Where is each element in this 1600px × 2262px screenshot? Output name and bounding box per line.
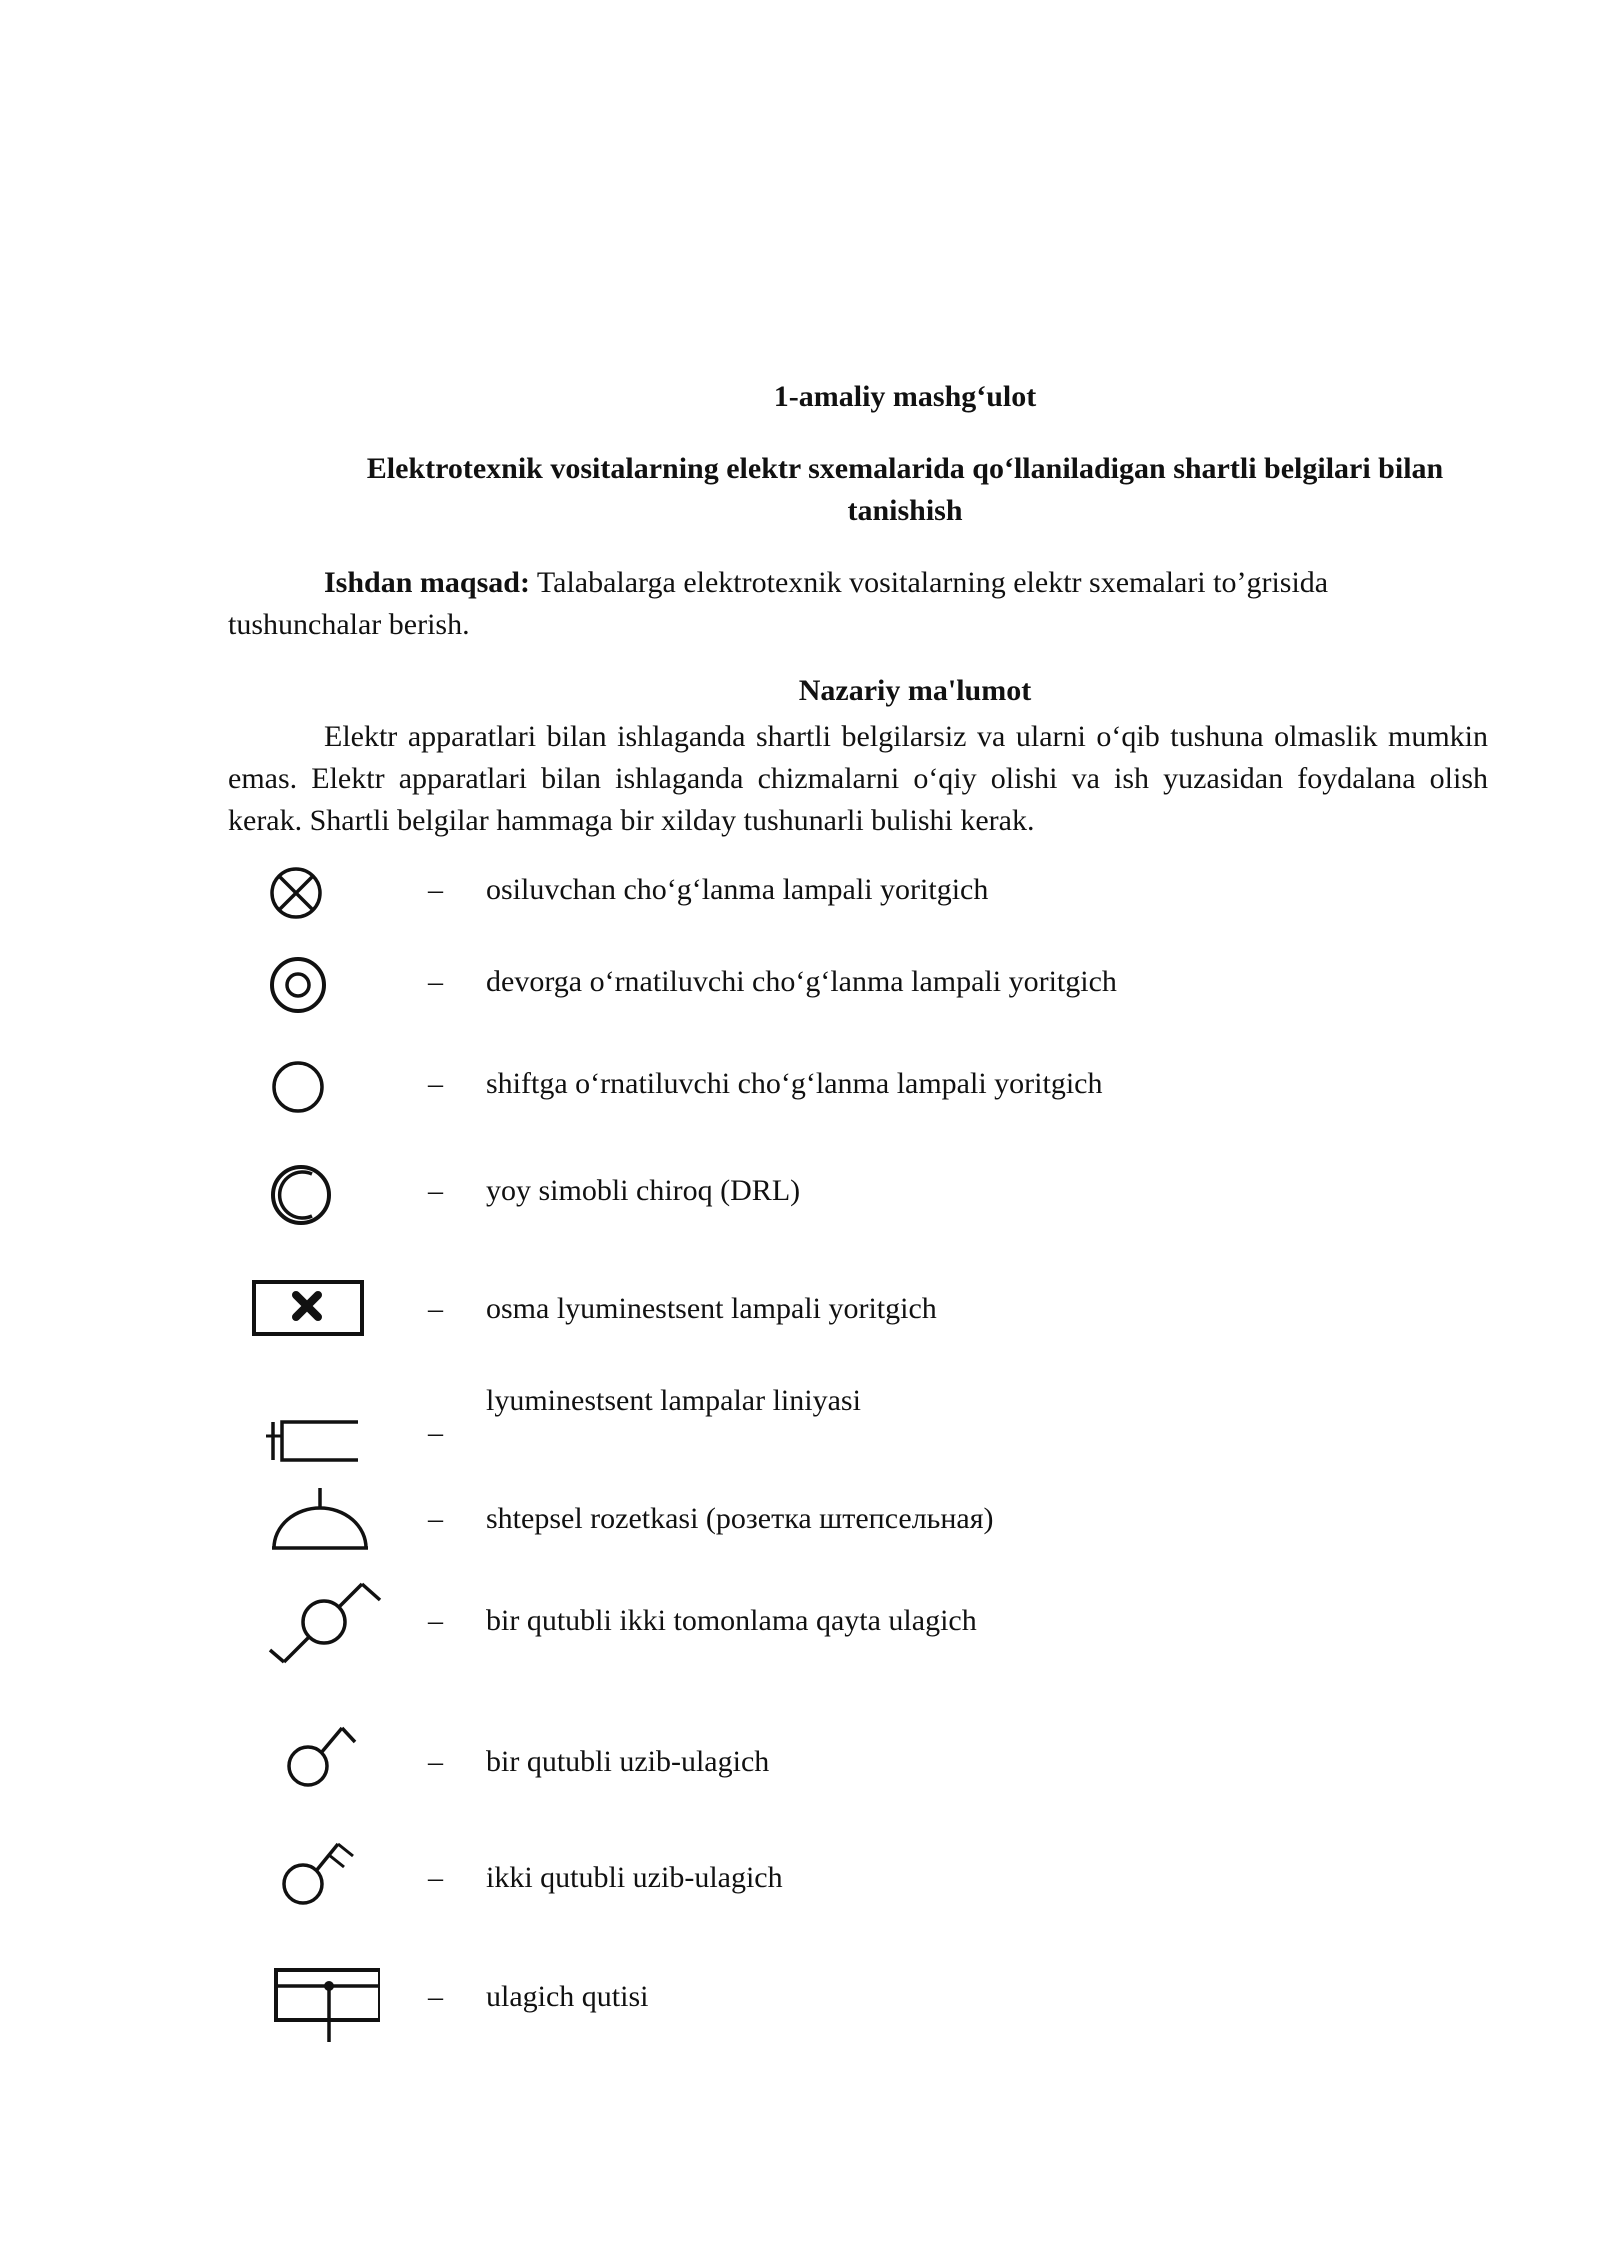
plug-socket-icon	[240, 1486, 390, 1556]
practical-number-heading: 1-amaliy mashg‘ulot	[773, 380, 1037, 413]
legend-label: bir qutubli uzib-ulagich	[486, 1745, 770, 1778]
legend-label: ulagich qutisi	[486, 1980, 649, 2013]
legend-label: shiftga o‘rnatiluvchi cho‘g‘lanma lampali yoritgich	[486, 1067, 1103, 1100]
objective-paragraph	[228, 562, 1488, 646]
legend-dash: –	[428, 1174, 443, 1207]
legend-dash: –	[428, 1604, 443, 1637]
fluorescent-lamp-line-icon	[240, 1414, 390, 1468]
legend-dash: –	[428, 1861, 443, 1894]
document-title: Elektrotexnik vositalarning elektr sxemalarida qo‘llaniladigan shartli belgilari bilan tanishish	[366, 452, 1444, 527]
legend-label: osiluvchan cho‘g‘lanma lampali yoritgich	[486, 873, 989, 906]
legend-dash: –	[428, 1980, 443, 2013]
wall-incandescent-lamp-icon	[240, 950, 390, 1020]
legend-dash: –	[428, 1292, 443, 1325]
legend-label: yoy simobli chiroq (DRL)	[486, 1174, 801, 1207]
intro-paragraph: Elektr apparatlari bilan ishlaganda shartli belgilarsiz va ularni o‘qib tushuna olmaslik mumkin emas. Elektr apparatlari bilan ishlaganda chizmalarni o‘qiy olishi va ish yuzasidan foydalana olish kerak. Shartli belgilar hammaga bir xilday tushunarli bulishi kerak.	[228, 720, 1488, 837]
legend-dash: –	[428, 1745, 443, 1778]
legend-dash: –	[428, 1416, 443, 1449]
legend-dash: –	[428, 965, 443, 998]
section-heading: Nazariy ma'lumot	[798, 674, 1032, 707]
legend-dash: –	[428, 1067, 443, 1100]
objective-text: Talabalarga elektrotexnik vositalarning elektr sxemalari to’grisida tushunchalar berish.	[228, 566, 1329, 641]
legend-label: bir qutubli ikki tomonlama qayta ulagich	[486, 1604, 977, 1637]
legend-label: ikki qutubli uzib-ulagich	[486, 1861, 783, 1894]
legend-label: lyuminestsent lampalar liniyasi	[486, 1384, 861, 1417]
suspended-fluorescent-lamp-icon	[240, 1276, 390, 1340]
double-pole-switch-icon	[240, 1832, 390, 1912]
legend-label: osma lyuminestsent lampali yoritgich	[486, 1292, 937, 1325]
two-way-switch-icon	[240, 1572, 390, 1672]
legend-dash: –	[428, 1502, 443, 1535]
legend-label: shtepsel rozetkasi (розетка штепсельная)	[486, 1502, 994, 1535]
pendant-incandescent-lamp-icon	[240, 858, 390, 928]
single-pole-switch-icon	[240, 1714, 390, 1794]
legend-dash: –	[428, 873, 443, 906]
objective-label: Ishdan maqsad:	[324, 566, 530, 599]
legend-label: devorga o‘rnatiluvchi cho‘g‘lanma lampali yoritgich	[486, 965, 1117, 998]
arc-mercury-lamp-icon	[240, 1158, 390, 1232]
junction-box-icon	[240, 1962, 390, 2046]
ceiling-incandescent-lamp-icon	[240, 1054, 390, 1124]
